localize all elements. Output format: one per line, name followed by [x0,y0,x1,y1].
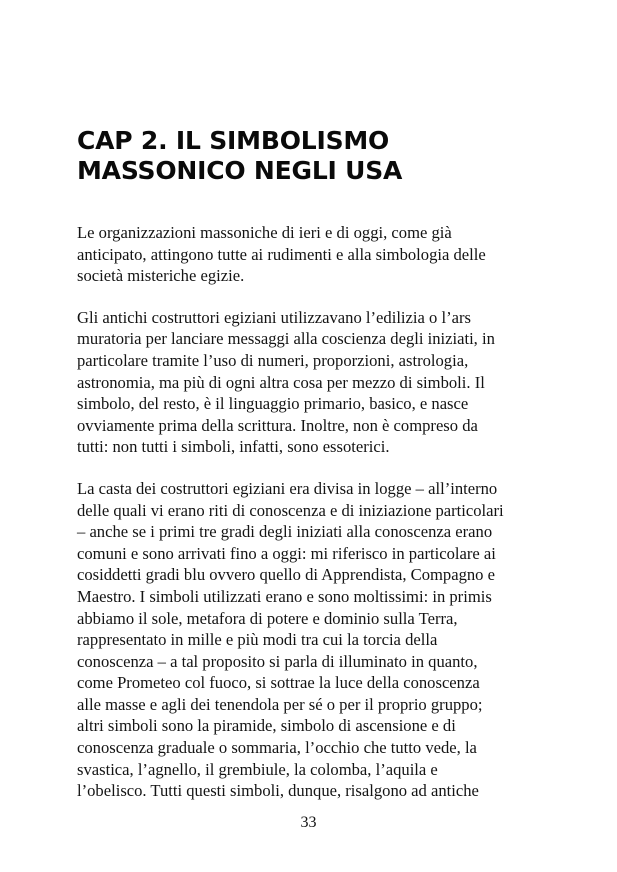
text-line: Le organizzazioni massoniche di ieri e di oggi, come già [77,223,452,242]
text-line: l’obelisco. Tutti questi simboli, dunque, risalgono ad antiche [77,781,479,801]
text-line: cosiddetti gradi blu ovvero quello di Apprendista, Compagno e [77,565,495,585]
text-line: – anche se i primi tre gradi degli iniziati alla conoscenza erano [77,522,493,542]
text-line: Maestro. I simboli utilizzati erano e sono moltissimi: in primis [77,586,492,606]
text-line: rappresentato in mille e più modi tra cui la torcia della [77,630,438,650]
body-text [77,222,547,822]
text-line: La casta dei costruttori egiziani era divisa in logge – all’interno [77,478,498,498]
text-line: astronomia, ma più di ogni altra cosa per mezzo di simboli. Il [77,372,485,392]
page-number: 33 [300,814,317,831]
text-line: Gli antichi costruttori egiziani utilizzavano l’edilizia o l’ars [77,307,471,327]
paragraph [77,307,547,458]
text-line: ovviamente prima della scrittura. Inoltre, non è compreso da [77,415,478,435]
text-line: alle masse e agli dei tenendola per sé o per il proprio gruppo; [77,694,483,714]
text-line: delle quali vi erano riti di conoscenza e di iniziazione particolari [77,500,504,520]
chapter-title-line: CAP 2. IL SIMBOLISMO [77,126,390,155]
text-line: muratoria per lanciare messaggi alla coscienza degli iniziati, in [77,329,495,349]
chapter-title-line: MASSONICO NEGLI USA [77,156,403,185]
text-line: altri simboli sono la piramide, simbolo di ascensione e di [77,716,456,736]
chapter-title [77,126,557,186]
text-line: tutti: non tutti i simboli, infatti, sono essoterici. [77,437,390,457]
paragraph [77,478,547,802]
text-line: simbolo, del resto, è il linguaggio primario, basico, e nasce [77,394,469,414]
text-line: società misteriche egizie. [77,266,245,286]
text-line: particolare tramite l’uso di numeri, proporzioni, astrologia, [77,350,469,370]
text-line: comuni e sono arrivati fino a oggi: mi riferisco in particolare ai [77,543,496,563]
paragraph [77,222,547,287]
text-line: conoscenza graduale o sommaria, l’occhio che tutto vede, la [77,738,477,758]
text-line: abbiamo il sole, metafora di potere e dominio sulla Terra, [77,608,458,628]
text-line: svastica, l’agnello, il grembiule, la colomba, l’aquila e [77,759,438,779]
text-line: come Prometeo col fuoco, si sottrae la luce della conoscenza [77,673,480,693]
text-line: anticipato, attingono tutte ai rudimenti e alla simbologia delle [77,244,486,264]
text-line: conoscenza – a tal proposito si parla di illuminato in quanto, [77,651,478,671]
